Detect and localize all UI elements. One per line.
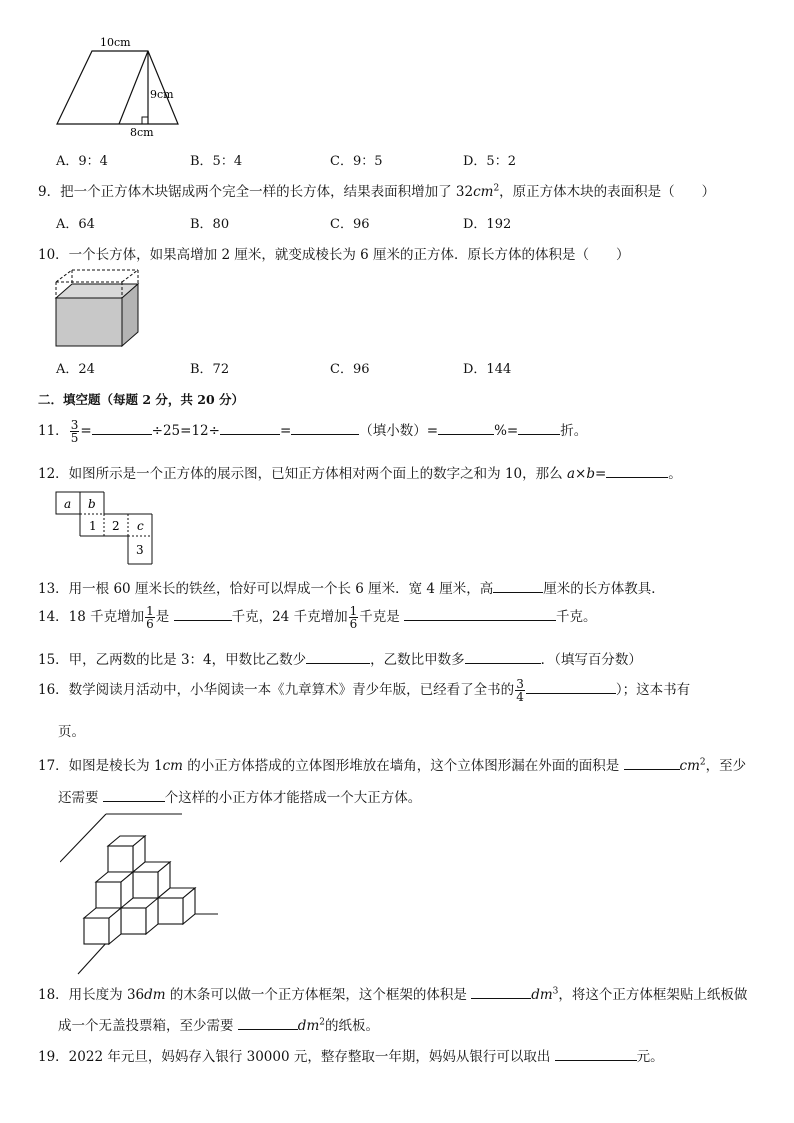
q12-blank[interactable] — [606, 463, 668, 478]
q15-blank-2[interactable] — [465, 649, 541, 664]
q10-question: 10．一个长方体，如果高增加 2 厘米，就变成棱长为 6 厘米的正方体．原长方体的体积是（ ） — [38, 247, 630, 263]
section-heading: 二．填空题（每题 2 分，共 20 分） — [38, 392, 245, 407]
q14-blank-1[interactable] — [174, 606, 232, 621]
q19-blank[interactable] — [555, 1046, 637, 1061]
q15-blank-1[interactable] — [306, 649, 370, 664]
q10-option-d: D．144 — [463, 362, 512, 377]
q18-blank-1[interactable] — [471, 984, 531, 999]
cuboid-figure — [52, 268, 148, 352]
q19-question: 19．2022 年元旦，妈妈存入银行 30000 元，整存整取一年期，妈妈从银行可以取出 元。 — [38, 1045, 664, 1065]
net-cell-b: b — [88, 497, 96, 511]
q8-option-c: C．9：5 — [330, 154, 383, 169]
q15-question: 15．甲，乙两数的比是 3：4，甲数比乙数少 ，乙数比甲数多 ．（填写百分数） — [38, 648, 642, 668]
cube-net-figure — [55, 491, 155, 565]
q9-option-a: A．64 — [56, 217, 95, 232]
stacked-cubes-figure — [60, 810, 225, 980]
trapezoid-figure — [50, 34, 190, 142]
q17-blank-2[interactable] — [103, 787, 165, 802]
q10-option-b: B．72 — [190, 362, 230, 377]
q10-option-a: A．24 — [56, 362, 95, 377]
net-cell-2: 2 — [112, 519, 120, 533]
q9-question: 9．把一个正方体木块锯成两个完全一样的长方体，结果表面积增加了 $32cm^2$，原正方体木块的表面积是（ ） — [38, 183, 716, 200]
q18-question-line2: 成一个无盖投票箱，至少需要 $dm^2$的纸板。 — [58, 1014, 379, 1034]
q9-option-b: B．80 — [190, 217, 230, 232]
q11-blank-3[interactable] — [291, 420, 359, 435]
fig8-side-label: 9cm — [150, 88, 174, 101]
q14-blank-2[interactable] — [404, 606, 556, 621]
q17-question-line2: 还需要 个这样的小正方体才能搭成一个大正方体。 — [58, 786, 421, 806]
q17-question: 17．如图是棱长为 1cm 的小正方体搭成的立体图形堆放在墙角，这个立体图形漏在外面的面积是 $cm^2$，至少 — [38, 754, 746, 774]
q14-question: 14．18 千克增加 $\frac{1}{6}$ 是 千克，24 千克增加 $\frac{1}{6}$ 千克是 千克。 — [38, 604, 597, 631]
q16-question: 16．数学阅读月活动中，小华阅读一本《九章算术》青少年版，已经看了全书的 $\frac{3}{4}$ ）；这本书有 — [38, 677, 691, 704]
q9-option-d: D．192 — [463, 217, 512, 232]
q8-option-b: B．5：4 — [190, 154, 243, 169]
q12-question: 12．如图所示是一个正方体的展示图，已知正方体相对两个面上的数字之和为 10，那么 a×b= 。 — [38, 462, 682, 482]
fig8-top-label: 10cm — [100, 36, 131, 49]
q11-question: 11． $\frac{3}{5}$ = ÷25=12÷ = （填小数）= %= 折。 — [38, 418, 588, 445]
fig8-bottom-label: 8cm — [130, 126, 154, 139]
net-cell-1: 1 — [89, 519, 97, 533]
q11-blank-1[interactable] — [92, 420, 152, 435]
q11-blank-5[interactable] — [518, 420, 560, 435]
q17-blank-1[interactable] — [624, 755, 680, 770]
q13-blank[interactable] — [493, 578, 543, 593]
q8-option-a: A．9：4 — [56, 154, 108, 169]
q18-blank-2[interactable] — [238, 1015, 298, 1030]
q18-question: 18．用长度为 36dm 的木条可以做一个正方体框架，这个框架的体积是 $dm^3$，将这个正方体框架贴上纸板做 — [38, 983, 747, 1003]
net-cell-a: a — [64, 497, 72, 511]
q13-question: 13．用一根 60 厘米长的铁丝，恰好可以焊成一个长 6 厘米．宽 4 厘米，高 厘米的长方体教具． — [38, 577, 665, 597]
q10-option-c: C．96 — [330, 362, 370, 377]
q9-option-c: C．96 — [330, 217, 370, 232]
q11-blank-2[interactable] — [220, 420, 280, 435]
q16-question-line2: 页。 — [58, 724, 85, 740]
net-cell-3: 3 — [136, 543, 144, 557]
q16-blank[interactable] — [526, 679, 616, 694]
q11-blank-4[interactable] — [438, 420, 494, 435]
net-cell-c: c — [137, 519, 144, 533]
q8-option-d: D．5：2 — [463, 154, 516, 169]
